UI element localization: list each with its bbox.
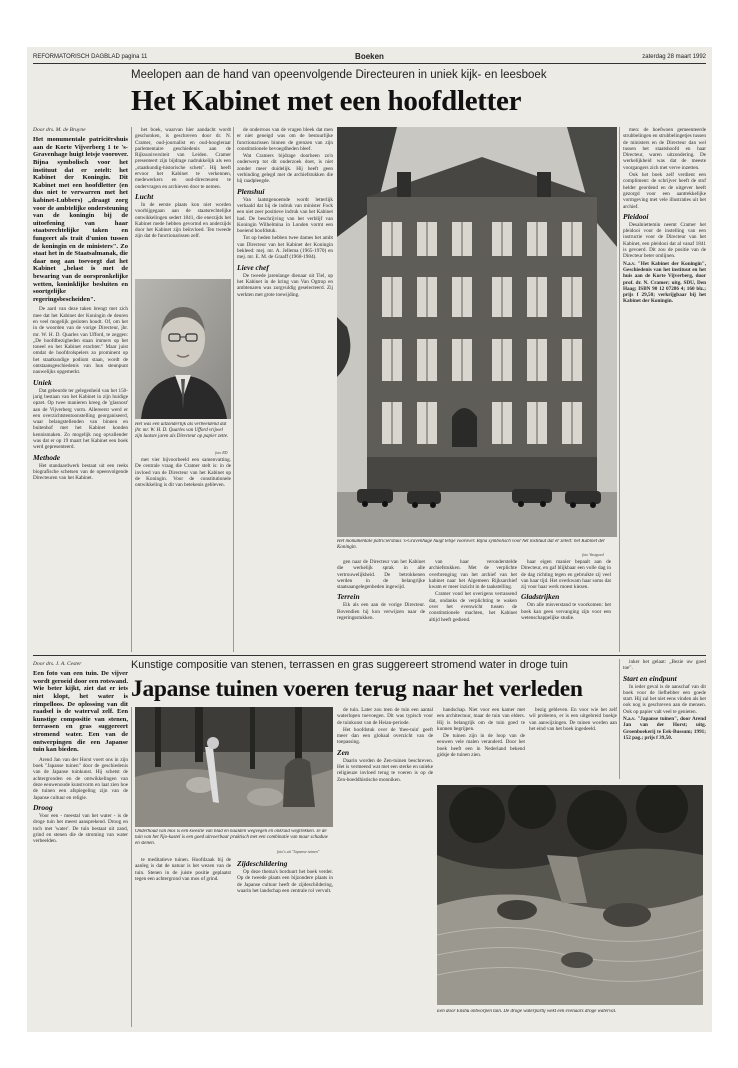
article1-col2-text-c: met vier bijvoorbeeld een samenvatting. De centrale vraag die Cramer stelt is: in de invloed van de Directeur van het Kabinet op de Koningin. Voor de constitutionele ontwikkeling is dit van betekenis gebleven. [135,457,231,489]
article1-column-2b [135,457,231,652]
article2-book-info: N.a.v. "Japanse tuinen", door Arend Jan van der Horst; uitg. Groenboekerij te Eek-Bussum; 1991; 152 pag.; prijs f 39,50. [623,716,706,741]
article2-col2-text-b: Op deze thema's borduurt het boek verder. Op de tweede plaats een bijzondere plaats in de Japanse cultuur heeft de zijdeschildering, waarin het landschap een centrale rol vervult. [237,869,333,894]
article2-col4-text: handschap. Niet voor een kamer met een architectuur, maar de tuin van elders. Hij is belangrijk om de tuin goed te kunnen begrijpen. [437,707,525,732]
article1-column-1 [33,127,128,657]
article2-kicker: Kunstige compositie van stenen, terrassen en gras suggereert stromend water in droge tuin [131,659,568,671]
subhead-uniek: Uniek [33,377,52,387]
article1-col3-text-e: De tweede jarenlange dienaar uit Tiel, op het Kabinet in de kring van Van Ogtrop en ambtenaren was zorgvuldig geselecteerd. Zij werkten met grote toewijding. [237,272,333,298]
subhead-gladstrijken: Gladstrijken [521,592,560,602]
article1-col3-text-c: Van laatstgenoemde wordt letterlijk verhaald dat hij de indruk van minister Fock een niet zeer positieve indruk van het Kabinet had. De beschrijving van het verblijf van Koningin Wilhelmina in Londen vormt een boeiend hoofdstuk. [237,196,333,235]
article1-col7-text: men: de hoefwoen gemeenteerde strubbelingen en strubbelingetjes tussen de ministers en de Directeur dan wel tussen het staatshoofd en haar Directeur, waren uitzondering. De werkelijkheid was dat de meeste voorgangers zich met verve inzetten. [623,127,706,171]
article2-col4-text-b: De tuinen zijn in de loop van de eeuwen vele malen veranderd. Door het boek heeft een in Nederland bekend gidsje de tuinen zien. [437,733,525,759]
masthead-paper-name: REFORMATORISCH DAGBLAD pagina 11 [33,54,148,60]
building-caption: Het monumentale patriciërshuis 's-Gravenhage huigt letsje voorover. Bijna symbolisch voor het instituut dat er zetelt: het Kabinet der Koningin. [337,539,606,550]
article2-column-2 [135,857,231,1029]
article1-col2-text: het boek, waarvan hier aandacht wordt geschonken, is geschreven door dr. N. Cramer, oud-journalist en oud-hoogleraar parlementaire geschiedenis aan de Rijksuniversiteit van Leiden. Cramer presenteert zijn bijdrage nadrukkelijk als een „staatkundig-historische schets". Hij heeft ervoor het Kabinet te verkennen, medewerkers en oud-directeuren te ondervragen en archieven door te nemen. [135,127,231,190]
article2-byline: Door drs. J. A. Cester [33,661,82,667]
article2-column-2b [237,857,333,1029]
article1-col6-text-b: Om alle misverstand te voorkomen: het boek kan geen vervanging zijn voor een wetenschappelijke studie. [521,602,611,622]
article1-column-5 [429,559,517,652]
article1-col7-text-c: Desalniettemin neemt Cramer het pleidooi voor de instelling van een instructie voor de Directeur van het Kabinet, een pleidooi dat al vanaf 1841 is gevoerd. Dit zou de positie van de Directeur beter omlijnen. [623,221,706,260]
article2-col2-text: te meditatieve tuinen. Hoofdzaak bij de aanleg is dat de natuur is het wezen van de tuin. Stenen in de juiste positie geplaatst tegen een achtergrond van mos of grind. [135,857,231,882]
subhead-lieve-chef: Lieve chef [237,262,269,272]
article1-column-6 [521,559,611,652]
article2-col3-text: de tuin. Later zou men de tuin een aantal waterlopen toevoegen. Dit was typisch voor de tuinkunst van de Heian-periode. [337,707,433,726]
article1-column-4 [337,559,425,652]
dry-garden-caption: Een door Enshu ontworpen tuin. De droge waterpartij wekt een evenaars droge waterval. [437,1009,617,1014]
article1-headline: Het Kabinet met een hoofdletter [131,85,522,117]
article1-column-3 [237,127,333,652]
subhead-lucht: Lucht [135,191,154,201]
portrait-caption: Het was een uitzonderlijk als verbeeldend dat jhr. mr. W. H. D. Quarles van Ufford vrijwel zijn laatste jaren als Directeur op papier zette. [135,422,229,439]
article2-col1-text-b: Voor een - meestal van het water - is de droge tuin het meest aansprekend. Droog en toch met 'water'. De tuin bestaat uit zand, grind en stenen die de stroming van water verbeelden. [33,812,128,845]
article1-col4-text: gen naar de Directeur van het Kabinet die werkelijk sprak in alle vertrouwelijkheid. De betrokkenen werden in de belangrijke staatsaangelegenheden ingewijd. [337,559,425,591]
article1-book-info: N.a.v. "Het Kabinet der Koningin", Geschiedenis van het instituut en het huis aan de Korte Vijverberg, door prof. dr. N. Cramer; uitg. SDU, Den Haag; ISBN 90 12 07286 4; 160 blz.; prijs f 29,50; verkrijgbaar bij het Kabinet der Koningin. [623,260,706,305]
moss-garden-credit: foto's uit "Japanse tuinen" [277,849,320,854]
article1-col1-text-c: Het standaardwerk bestaat uit een reeks biografische schetsen van de opeenvolgende Directeuren van het Kabinet. [33,462,128,482]
dry-garden-photo [437,785,703,1005]
newspaper-page [27,47,712,1032]
subhead-methode: Methode [33,452,61,462]
portrait-credit: foto RD [215,450,228,455]
article1-column-2 [135,127,231,277]
article1-kicker: Meelopen aan de hand van opeenvolgende Directeuren in uniek kijk- en leesboek [131,69,547,81]
subhead-terrein: Terrein [337,592,360,602]
building-photo [337,127,617,537]
portrait-photo [135,279,231,419]
moss-garden-caption: Onderhoud van mos is een kwestie van blad en naalden wegvegen en onkruid wegtrekken. Je de tuin van het Njo-kastel is een goed uitvoerbaar praktisch met een combinatie van maar schaduw en stenen. [135,829,329,846]
article2-col6-text-b: In ieder geval is de aanschaf van dit boek voor de liefhebber een goede start. Hij zal het niet eens vinden als het ook nog is geschreven aan de mensen. Ook op papier valt veel te genieten. [623,683,706,715]
subhead-droog: Droog [33,802,53,812]
article1-col4-text-b: Eik als een aan de vorige Directeur. Bovendien hij kon verwijzen naar de regeringsstukken. [337,602,425,622]
building-credit: foto Vastgoed [582,552,604,557]
article2-column-3 [337,707,433,1029]
article2-lead: Een foto van een tuin. De vijver wordt geroeid door een rotswand. Wie beter kijkt, ziet dat er iets niet klopt, het water is rimpelloos. De oplossing van dit raadsel is de waterval zelf. Een kunstige compositie van stenen, terrassen en gras suggereert stromend water. Een van de ontwerpingen die een Japanse tuin kan bieden. [33,670,128,754]
article1-col1-text-b: Dat gebeurde ter gelegenheid van het 150-jarig bestaan van het Kabinet in zijn huidige opzet. Op twee manieren kreeg de 'glasnost' aan de Vijverberg vorm. Allereerst werd er een overzichtstentoonstelling georganiseerd, waar belangstellenden van binnen en buitenhof met het Kabinet konden kennismaken. Zo mogelijk nog opvallender was dat er op 19 maart het Kabinet een boek werd gepresenteerd. [33,387,128,451]
article1-col6-text: haar eigen manier bepaalt aan de Directeur, en gaf blijkbaar een volle dag in de dag richting tegen en gebruikte zij veel van haar tijd. Het overkwam haar soms dat zij voor haar werk moest kiezen. [521,559,611,591]
article1-col1-text: De aard van deze taken brengt met zich mee dat het Kabinet der Koningin de deuren en veel mogelijk gesloten houdt. Of, om het in de woorden van de vorige Directeur, jhr. mr. W. H. D. Quarles van Ufford, te zeggen: „De hoofdbezigheden staan immers op het toneel en het Kabinet erachter." Maar juist omdat de hoofdrolspelers zo prominent op het staatkundige podium staan, wordt de ontstaansgeschiedenis van hun steunpunt nauwelijks opgemerkt. [33,306,128,376]
article2-column-1 [33,661,128,1029]
article2-column-5 [529,707,617,779]
article1-col5-text-b: Cramer vond het overigens verrassend dat, ondanks de verplichting te waken over het evenwicht tussen de constitutionele machten, het Kabinet altijd heeft gediend. [429,591,517,623]
article1-col3-text-d: Tot op heden hebben twee dames het ambt van Directeur van het Kabinet der Koningin bekleed: mej. mr. A. Jellema (1965-1970) en mej. mr. E. M. de Graaff (1968-1984). [237,235,333,261]
article1-byline: Door drs. M. de Bruyne [33,127,86,133]
subhead-plenshui: Plenshui [237,186,265,196]
article1-col2-text-b: In de eerste plaats kon niet worden voorbijgegaan aan de staatsrechtelijke ontwikkelingen sedert 1841, die enerzijds het Kabinet mede hebben gevormd en anderzijds door het Kabinet zijn beïnvloed. Ten tweede zijn dat de functionarissen zelf. [135,201,231,240]
masthead-section: Boeken [355,52,384,61]
subhead-zen: Zen [337,747,350,757]
masthead [33,52,706,64]
article1-lead: Het monumentale patriciërshuis aan de Korte Vijverberg 1 te 's-Gravenhage huigt letsje voorover. Bijna symbolisch voor het instituut dat er zetelt: het Kabinet der Koningin. Dit Kabinet met een hoofdletter (en dus niet te verwarren met het kabinet-Lubbers) „draagt zorg voor de ambtelijke ondersteuning van de koningin bij de uitoefening van haar staatsrechtelijke taken en fungeert als trait d'union tussen de koningin en de ministers". Zo staat het in de Staatsalmanak, die daar nog aan toevoegt dat het Kabinet „belast is met de bewaring van de oorspronkelijke wetten, koninklijke besluiten en soortgelijke regeringsbescheiden". [33,136,128,303]
article2-col1-text: Arend Jan van der Horst voert ons in zijn boek "Japanse tuinen" door de geschiedenis van de Japanse tuinkunst. Hij schetst de achtergronden en de ontwikkelingen van deze eeuwenoude kunstvorm en laat zien hoe de tuinen een afspiegeling zijn van de Japanse cultuur en religie. [33,756,128,801]
article1-col5-text: van haar veronderstelde archiefstukken. Met de verplichte overbrenging van het archief van het kabinet naar het Algemeen Rijksarchief kwam er meer inzicht in de taakstelling. [429,559,517,591]
article1-col3-text: de onderroos van de vragen bleek dat men er niet geneigd was om de bestuurlijke functionarissen binnen de grenzen van zijn constitutionele bevoegdheden bleef. [237,127,333,152]
subhead-zijdeschildering: Zijdeschildering [237,859,288,868]
article2-column-6 [623,659,706,784]
article2-col3-text-b: Het hoofdstuk over de 'thee-tuin' geeft meer dan een globaal overzicht van de toepassing. [337,726,433,746]
masthead-date: zaterdag 28 maart 1992 [642,54,706,60]
subhead-pleidooi: Pleidooi [623,211,649,221]
article2-col5-text: bezig gebleven. En voor wie het zelf wil proberen, er is een uitgebreid boekje van aanwijzingen. De tuinen worden aan het eind van het boek ingedeeld. [529,707,617,732]
moss-garden-photo [135,707,333,827]
article2-column-4 [437,707,525,779]
article2-col3-text-c: Daarin worden de Zen-tuinen beschreven. Het is vermeend wat met een sterke en unieke religieuze invloed terug te voeren is op de Zen-boeddhistische monniken. [337,757,433,783]
article1-col3-text-b: Wat Cramers bijdrage doorheen zo'n onderwerp tot dit onderzoek doet, is niet zonder meer duidelijk. Hij heeft geen verbinding gelegd met de archiefstukken die hij raadpleegde. [237,153,333,185]
subhead-start-en-eindpunt: Start en eindpunt [623,673,677,683]
article2-headline: Japanse tuinen voeren terug naar het verleden [131,676,583,702]
article1-column-7 [623,127,706,652]
article1-col7-text-b: Ook het boek zelf verdient een compliment: de schrijver heeft de stof helder geordend en de uitgever heeft gezorgd voor een aantrekkelijke vormgeving met vele illustraties uit het archief. [623,172,706,210]
article2-col6-text: inker het gelaat: „Bezie uw goed toe". [623,659,706,672]
